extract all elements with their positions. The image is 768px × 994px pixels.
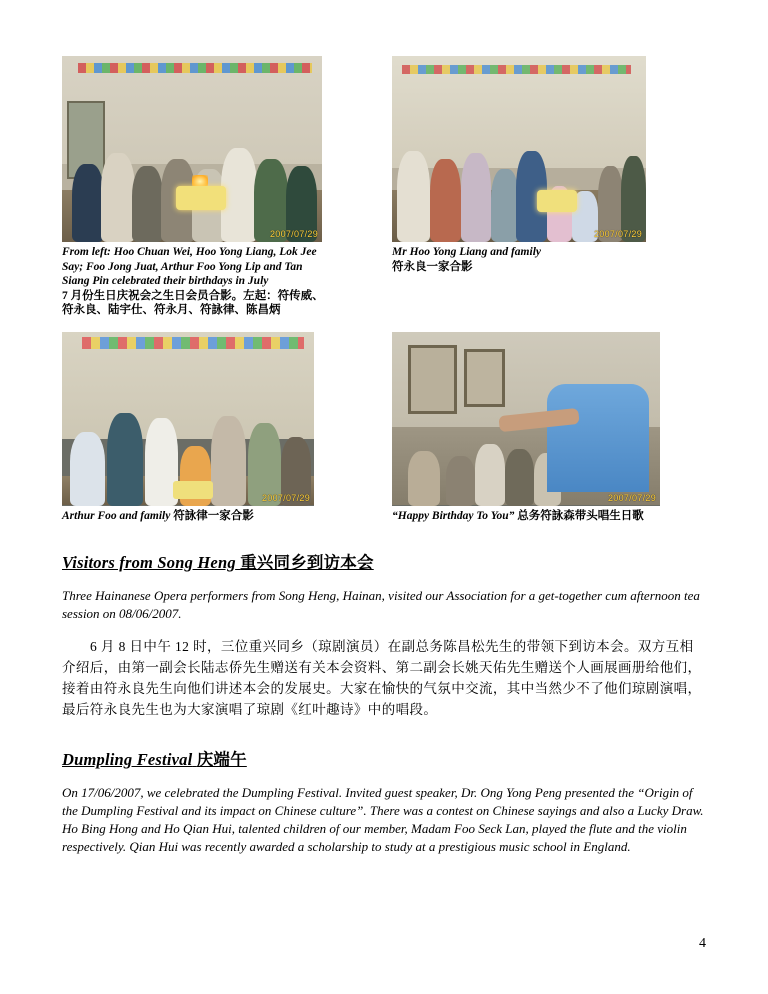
section-paragraph-en-dumpling: On 17/06/2007, we celebrated the Dumpling Festival. Invited guest speaker, Dr. Ong Yong Peng presented the “Origin of the Dumpling Festival and its impact on Chinese culture”. There was a contest on Chinese sayings and also a Lucky Draw. Ho Bing Hong and Ho Qian Hui, talented children of our member, Madam Foo Seck Lan, played the flute and the violin respectively. Qian Hui was recently awarded a scholarship to study at a prestigious music school in England. [62,785,704,854]
photo-happy-birthday-singing [392,332,660,506]
photo-cell-1 [62,56,392,318]
photo-caption-2 [392,245,672,274]
photo-arthur-foo-family [62,332,314,506]
section-heading-cn: 庆端午 [196,750,247,769]
section-heading-en: Dumpling Festival [62,750,193,769]
photo-scene [62,56,322,242]
photo-birthday-group [62,56,322,242]
photo-row-1 [62,56,706,318]
photo-datestamp: 2007/07/29 [261,492,310,503]
photo-cell-2 [392,56,706,274]
photo-cell-4 [392,332,706,524]
caption-cn: 符詠律一家合影 [173,509,254,522]
photo-cell-3 [62,332,392,524]
photo-datestamp: 2007/07/29 [607,492,656,503]
caption-en: Mr Hoo Yong Liang and family [392,246,541,258]
photo-family-hoo-yong-liang [392,56,646,242]
section-paragraph-en-visitors: Three Hainanese Opera performers from Song Heng, Hainan, visited our Association for a get-together cum afternoon tea session on 08/06/2007. [62,588,700,621]
photo-caption-3 [62,509,327,524]
page-number: 4 [699,936,706,951]
photo-scene [392,56,646,242]
section-paragraph-cn-visitors: 6 月 8 日中午 12 时，三位重兴同乡（琼剧演员）在副总务陈昌松先生的带领下到访本会。双方互相介绍后，由第一副会长陆志侨先生赠送有关本会资料、第二副会长姚天佑先生赠送个人画展画册给他们，接着由符永良先生向他们讲述本会的发展史。大家在愉快的气氛中交流，其中当然少不了他们琼剧演唱，最后符永良先生也为大家演唱了琼剧《红叶趣诗》中的唱段。 [62,639,702,717]
caption-cn: 总务符詠森带头唱生日歌 [517,509,644,522]
photo-caption-1 [62,245,327,318]
photo-grid [62,56,706,523]
photo-caption-4 [392,509,672,524]
photo-scene [392,332,660,506]
caption-en: Arthur Foo and family [62,509,171,522]
caption-en: “Happy Birthday To You” [392,509,515,522]
section-heading-cn: 重兴同乡到访本会 [240,553,374,572]
caption-cn: 符永良一家合影 [392,260,473,273]
section-heading-en: Visitors from Song Heng [62,553,236,572]
photo-datestamp: 2007/07/29 [593,229,642,239]
caption-en: From left: Hoo Chuan Wei, Hoo Yong Liang, Lok Jee Say; Foo Jong Juat, Arthur Foo Yong Lip and Tan Siang Pin celebrated their birthdays in July [62,246,317,287]
photo-row-2 [62,332,706,524]
photo-scene [62,332,314,506]
section-heading-dumpling [62,746,706,770]
section-heading-visitors [62,549,706,573]
photo-datestamp: 2007/07/29 [269,229,318,239]
caption-cn: 7 月份生日庆祝会之生日会员合影。左起：符传威、符永良、陆宇仕、符永月、符詠律、陈昌炳 [62,289,324,316]
